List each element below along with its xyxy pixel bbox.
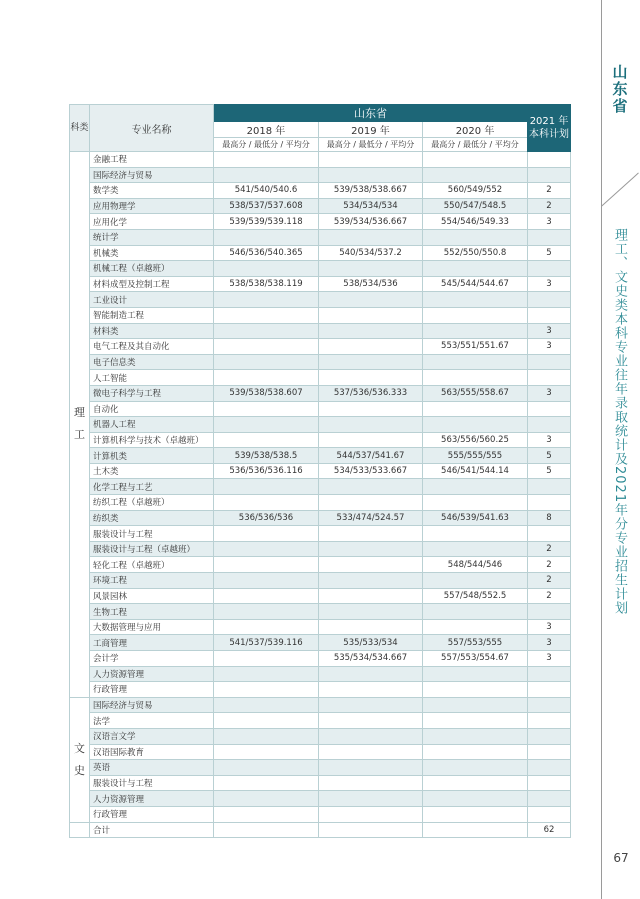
table-row xyxy=(70,214,571,230)
score-2018-cell xyxy=(214,728,319,744)
score-2019-cell xyxy=(319,760,423,776)
table-row xyxy=(70,791,571,807)
score-2020-cell: 550/547/548.5 xyxy=(423,198,528,214)
table-row xyxy=(70,604,571,620)
score-2018-cell xyxy=(214,292,319,308)
table-row xyxy=(70,635,571,651)
score-2020-cell xyxy=(423,370,528,386)
score-2020-cell xyxy=(423,152,528,168)
table-row xyxy=(70,495,571,511)
score-2020-cell xyxy=(423,728,528,744)
col-header-subject: 科类 xyxy=(70,105,90,152)
score-2020-cell xyxy=(423,697,528,713)
score-2018-cell xyxy=(214,619,319,635)
score-2018-cell xyxy=(214,479,319,495)
score-2018-cell xyxy=(214,697,319,713)
table-row xyxy=(70,557,571,573)
major-name-cell: 服装设计与工程 xyxy=(90,775,214,791)
table-row xyxy=(70,744,571,760)
score-2018-cell xyxy=(214,229,319,245)
score-2018-cell xyxy=(214,307,319,323)
major-name-cell: 计算机类 xyxy=(90,448,214,464)
score-2018-cell xyxy=(214,806,319,822)
plan-count-cell: 3 xyxy=(528,619,571,635)
subject-group-cell xyxy=(70,152,90,698)
score-2020-cell: 548/544/546 xyxy=(423,557,528,573)
plan-count-cell xyxy=(528,292,571,308)
subject-group-cell xyxy=(70,697,90,822)
score-2018-cell xyxy=(214,713,319,729)
year-header-2020: 2020 年 xyxy=(423,122,528,138)
major-name-cell: 计算机科学与技术（卓越班） xyxy=(90,432,214,448)
plan-count-cell xyxy=(528,167,571,183)
score-2018-cell xyxy=(214,495,319,511)
plan-count-cell: 3 xyxy=(528,432,571,448)
major-name-cell: 电子信息类 xyxy=(90,354,214,370)
score-2020-cell xyxy=(423,417,528,433)
score-2018-cell: 536/536/536 xyxy=(214,510,319,526)
major-name-cell: 土木类 xyxy=(90,463,214,479)
score-2019-cell xyxy=(319,323,423,339)
score-2019-cell xyxy=(319,354,423,370)
plan-count-cell: 2 xyxy=(528,541,571,557)
score-2018-cell xyxy=(214,682,319,698)
score-2018-cell xyxy=(214,401,319,417)
score-2018-cell xyxy=(214,760,319,776)
score-2019-cell: 537/536/536.333 xyxy=(319,385,423,401)
table-row xyxy=(70,463,571,479)
major-name-cell: 机械类 xyxy=(90,245,214,261)
major-name-cell: 智能制造工程 xyxy=(90,307,214,323)
score-2019-cell: 535/534/534.667 xyxy=(319,651,423,667)
plan-count-cell xyxy=(528,229,571,245)
plan-count-cell: 8 xyxy=(528,510,571,526)
major-name-cell: 材料类 xyxy=(90,323,214,339)
plan-count-cell xyxy=(528,370,571,386)
plan-count-cell: 2 xyxy=(528,183,571,199)
score-2019-cell xyxy=(319,370,423,386)
score-2020-cell xyxy=(423,806,528,822)
score-2020-cell: 552/550/550.8 xyxy=(423,245,528,261)
score-2019-cell xyxy=(319,479,423,495)
score-2020-cell xyxy=(423,479,528,495)
major-name-cell: 汉语言文学 xyxy=(90,728,214,744)
plan-count-cell xyxy=(528,682,571,698)
score-2018-cell xyxy=(214,526,319,542)
score-2020-cell xyxy=(423,744,528,760)
table-row xyxy=(70,385,571,401)
table-row xyxy=(70,323,571,339)
score-2019-cell xyxy=(319,401,423,417)
major-name-cell: 汉语国际教育 xyxy=(90,744,214,760)
year-subheader-2018: 最高分 / 最低分 / 平均分 xyxy=(214,138,319,152)
major-name-cell: 国际经济与贸易 xyxy=(90,167,214,183)
major-name-cell: 人力资源管理 xyxy=(90,791,214,807)
score-2020-cell: 560/549/552 xyxy=(423,183,528,199)
score-2019-cell xyxy=(319,167,423,183)
table-row xyxy=(70,806,571,822)
score-2018-cell xyxy=(214,323,319,339)
score-2019-cell: 534/533/533.667 xyxy=(319,463,423,479)
score-2019-cell: 540/534/537.2 xyxy=(319,245,423,261)
score-2019-cell xyxy=(319,261,423,277)
score-2020-cell: 563/556/560.25 xyxy=(423,432,528,448)
plan-count-cell xyxy=(528,728,571,744)
plan-count-cell: 3 xyxy=(528,385,571,401)
plan-count-cell: 3 xyxy=(528,635,571,651)
total-label: 合计 xyxy=(90,822,214,838)
table-row xyxy=(70,541,571,557)
plan-count-cell xyxy=(528,152,571,168)
plan-count-cell: 3 xyxy=(528,214,571,230)
table-row xyxy=(70,666,571,682)
score-2019-cell xyxy=(319,744,423,760)
page-number: 67 xyxy=(613,851,629,865)
score-2019-cell xyxy=(319,292,423,308)
score-2019-cell: 538/534/536 xyxy=(319,276,423,292)
plan-count-cell: 5 xyxy=(528,463,571,479)
subject-group-label: 理工 xyxy=(74,406,85,442)
score-2020-cell xyxy=(423,526,528,542)
score-2020-cell xyxy=(423,604,528,620)
score-2019-cell xyxy=(319,573,423,589)
province-side-title: 山东省 xyxy=(612,63,628,115)
total-subject-cell xyxy=(70,822,90,838)
major-name-cell: 材料成型及控制工程 xyxy=(90,276,214,292)
year-header-2019: 2019 年 xyxy=(319,122,423,138)
total-row xyxy=(70,822,571,838)
score-2020-cell: 557/553/555 xyxy=(423,635,528,651)
score-2020-cell xyxy=(423,713,528,729)
major-name-cell: 英语 xyxy=(90,760,214,776)
score-2020-cell xyxy=(423,682,528,698)
score-2018-cell: 541/537/539.116 xyxy=(214,635,319,651)
score-2018-cell xyxy=(214,573,319,589)
plan-header-year: 2021 年 xyxy=(529,116,569,127)
major-name-cell: 机械工程（卓越班） xyxy=(90,261,214,277)
table-row xyxy=(70,401,571,417)
score-2019-cell xyxy=(319,588,423,604)
score-2018-cell xyxy=(214,557,319,573)
major-name-cell: 环境工程 xyxy=(90,573,214,589)
score-2018-cell xyxy=(214,354,319,370)
admission-table-wrapper xyxy=(69,104,571,838)
score-2020-cell xyxy=(423,261,528,277)
score-2018-cell xyxy=(214,417,319,433)
major-name-cell: 会计学 xyxy=(90,651,214,667)
score-2019-cell xyxy=(319,432,423,448)
score-2020-cell: 563/555/558.67 xyxy=(423,385,528,401)
score-2018-cell xyxy=(214,744,319,760)
year-subheader-2019: 最高分 / 最低分 / 平均分 xyxy=(319,138,423,152)
major-name-cell: 风景园林 xyxy=(90,588,214,604)
major-name-cell: 纺织类 xyxy=(90,510,214,526)
score-2020-cell xyxy=(423,760,528,776)
score-2019-cell xyxy=(319,806,423,822)
table-body xyxy=(70,152,571,838)
table-row xyxy=(70,448,571,464)
score-2018-cell xyxy=(214,152,319,168)
score-2018-cell: 538/538/538.119 xyxy=(214,276,319,292)
col-header-major: 专业名称 xyxy=(90,105,214,152)
major-name-cell: 纺织工程（卓越班） xyxy=(90,495,214,511)
score-2020-cell xyxy=(423,791,528,807)
score-2020-cell: 546/541/544.14 xyxy=(423,463,528,479)
score-2018-cell xyxy=(214,167,319,183)
score-2019-cell: 533/474/524.57 xyxy=(319,510,423,526)
plan-count-cell xyxy=(528,760,571,776)
score-2020-cell: 546/539/541.63 xyxy=(423,510,528,526)
score-2019-cell: 535/533/534 xyxy=(319,635,423,651)
score-2019-cell xyxy=(319,152,423,168)
score-2018-cell: 539/539/539.118 xyxy=(214,214,319,230)
province-header: 山东省 xyxy=(214,105,528,122)
score-2018-cell xyxy=(214,604,319,620)
major-name-cell: 机器人工程 xyxy=(90,417,214,433)
table-row xyxy=(70,307,571,323)
score-2020-cell xyxy=(423,495,528,511)
table-row xyxy=(70,479,571,495)
plan-count-cell xyxy=(528,666,571,682)
score-2020-cell xyxy=(423,292,528,308)
plan-count-cell xyxy=(528,401,571,417)
score-2020-cell: 557/548/552.5 xyxy=(423,588,528,604)
major-name-cell: 工商管理 xyxy=(90,635,214,651)
table-row xyxy=(70,261,571,277)
table-row xyxy=(70,526,571,542)
table-row xyxy=(70,588,571,604)
score-2019-cell xyxy=(319,697,423,713)
plan-count-cell: 2 xyxy=(528,198,571,214)
side-caption: 理工、文史类本科专业往年录取统计及2021年分专业招生计划 xyxy=(612,228,627,616)
table-row xyxy=(70,510,571,526)
table-row xyxy=(70,651,571,667)
score-2020-cell xyxy=(423,619,528,635)
plan-count-cell xyxy=(528,806,571,822)
table-row xyxy=(70,292,571,308)
plan-count-cell xyxy=(528,744,571,760)
score-2020-cell: 555/555/555 xyxy=(423,448,528,464)
score-2019-cell xyxy=(319,541,423,557)
score-2020-cell xyxy=(423,354,528,370)
score-2019-cell: 544/537/541.67 xyxy=(319,448,423,464)
score-2019-cell xyxy=(319,713,423,729)
score-2018-cell xyxy=(214,370,319,386)
score-2019-cell xyxy=(319,307,423,323)
table-row xyxy=(70,183,571,199)
score-2019-cell xyxy=(319,775,423,791)
table-row xyxy=(70,354,571,370)
score-2019-cell xyxy=(319,682,423,698)
table-row xyxy=(70,728,571,744)
plan-count-cell: 2 xyxy=(528,557,571,573)
score-2019-cell: 539/534/536.667 xyxy=(319,214,423,230)
score-2020-cell xyxy=(423,167,528,183)
plan-header-label: 本科计划 xyxy=(529,129,570,140)
major-name-cell: 生物工程 xyxy=(90,604,214,620)
plan-count-cell: 3 xyxy=(528,276,571,292)
table-row xyxy=(70,276,571,292)
score-2018-cell: 541/540/540.6 xyxy=(214,183,319,199)
score-2020-cell: 557/553/554.67 xyxy=(423,651,528,667)
score-2019-cell xyxy=(319,619,423,635)
score-2019-cell xyxy=(319,604,423,620)
score-2018-cell xyxy=(214,339,319,355)
plan-count-cell xyxy=(528,354,571,370)
major-name-cell: 应用物理学 xyxy=(90,198,214,214)
plan-count-cell xyxy=(528,417,571,433)
score-2020-cell xyxy=(423,229,528,245)
table-row xyxy=(70,167,571,183)
major-name-cell: 行政管理 xyxy=(90,682,214,698)
plan-count-cell xyxy=(528,261,571,277)
score-2019-cell xyxy=(319,339,423,355)
table-row xyxy=(70,573,571,589)
score-2020-cell xyxy=(423,666,528,682)
table-row xyxy=(70,619,571,635)
major-name-cell: 大数据管理与应用 xyxy=(90,619,214,635)
table-row xyxy=(70,432,571,448)
table-row xyxy=(70,697,571,713)
score-2020-cell: 553/551/551.67 xyxy=(423,339,528,355)
table-row xyxy=(70,339,571,355)
major-name-cell: 金融工程 xyxy=(90,152,214,168)
major-name-cell: 服装设计与工程（卓越班） xyxy=(90,541,214,557)
year-subheader-2020: 最高分 / 最低分 / 平均分 xyxy=(423,138,528,152)
score-2018-cell xyxy=(214,588,319,604)
plan-count-cell: 5 xyxy=(528,448,571,464)
major-name-cell: 国际经济与贸易 xyxy=(90,697,214,713)
major-name-cell: 人力资源管理 xyxy=(90,666,214,682)
table-row xyxy=(70,760,571,776)
table-row xyxy=(70,370,571,386)
score-2019-cell xyxy=(319,526,423,542)
score-2018-cell xyxy=(214,432,319,448)
major-name-cell: 行政管理 xyxy=(90,806,214,822)
score-2019-cell xyxy=(319,229,423,245)
year-header-2018: 2018 年 xyxy=(214,122,319,138)
plan-count-cell xyxy=(528,775,571,791)
score-2019-cell: 539/538/538.667 xyxy=(319,183,423,199)
score-2020-cell: 554/546/549.33 xyxy=(423,214,528,230)
score-2019-cell: 534/534/534 xyxy=(319,198,423,214)
plan-count-cell: 2 xyxy=(528,573,571,589)
subject-group-label: 文史 xyxy=(74,741,85,777)
plan-count-cell xyxy=(528,604,571,620)
score-2019-cell xyxy=(319,557,423,573)
table-row xyxy=(70,229,571,245)
score-2020-cell: 545/544/544.67 xyxy=(423,276,528,292)
table-row xyxy=(70,245,571,261)
table-row xyxy=(70,198,571,214)
major-name-cell: 轻化工程（卓越班） xyxy=(90,557,214,573)
score-2018-cell xyxy=(214,775,319,791)
plan-count-cell xyxy=(528,479,571,495)
score-2020-cell xyxy=(423,541,528,557)
major-name-cell: 统计学 xyxy=(90,229,214,245)
major-name-cell: 服装设计与工程 xyxy=(90,526,214,542)
table-row xyxy=(70,682,571,698)
score-2018-cell: 539/538/538.607 xyxy=(214,385,319,401)
score-2020-cell xyxy=(423,323,528,339)
plan-count-cell xyxy=(528,495,571,511)
plan-count-cell: 5 xyxy=(528,245,571,261)
score-2018-cell xyxy=(214,651,319,667)
plan-count-cell: 3 xyxy=(528,651,571,667)
major-name-cell: 微电子科学与工程 xyxy=(90,385,214,401)
score-2018-cell: 536/536/536.116 xyxy=(214,463,319,479)
score-2019-cell xyxy=(319,417,423,433)
major-name-cell: 应用化学 xyxy=(90,214,214,230)
plan-header xyxy=(528,105,571,152)
major-name-cell: 自动化 xyxy=(90,401,214,417)
plan-count-cell xyxy=(528,526,571,542)
plan-count-cell xyxy=(528,713,571,729)
plan-count-cell: 3 xyxy=(528,323,571,339)
margin-diagonal xyxy=(601,173,639,207)
major-name-cell: 工业设计 xyxy=(90,292,214,308)
plan-count-cell xyxy=(528,791,571,807)
major-name-cell: 法学 xyxy=(90,713,214,729)
score-2018-cell xyxy=(214,541,319,557)
total-empty-cell xyxy=(214,822,319,838)
score-2018-cell xyxy=(214,666,319,682)
score-2020-cell xyxy=(423,573,528,589)
plan-count-cell xyxy=(528,697,571,713)
score-2020-cell xyxy=(423,775,528,791)
plan-count-cell: 3 xyxy=(528,339,571,355)
major-name-cell: 电气工程及其自动化 xyxy=(90,339,214,355)
score-2020-cell xyxy=(423,401,528,417)
total-empty-cell xyxy=(319,822,423,838)
score-2019-cell xyxy=(319,791,423,807)
major-name-cell: 化学工程与工艺 xyxy=(90,479,214,495)
score-2018-cell: 546/536/540.365 xyxy=(214,245,319,261)
table-row xyxy=(70,152,571,168)
major-name-cell: 数学类 xyxy=(90,183,214,199)
table-row xyxy=(70,713,571,729)
score-2018-cell: 538/537/537.608 xyxy=(214,198,319,214)
plan-count-cell xyxy=(528,307,571,323)
score-2019-cell xyxy=(319,728,423,744)
total-plan: 62 xyxy=(528,822,571,838)
score-2020-cell xyxy=(423,307,528,323)
score-2019-cell xyxy=(319,495,423,511)
score-2018-cell xyxy=(214,791,319,807)
table-row xyxy=(70,775,571,791)
plan-count-cell: 2 xyxy=(528,588,571,604)
score-2018-cell xyxy=(214,261,319,277)
score-2019-cell xyxy=(319,666,423,682)
major-name-cell: 人工智能 xyxy=(90,370,214,386)
score-2018-cell: 539/538/538.5 xyxy=(214,448,319,464)
total-empty-cell xyxy=(423,822,528,838)
admission-table xyxy=(69,104,571,838)
table-row xyxy=(70,417,571,433)
margin-rule xyxy=(601,0,602,899)
